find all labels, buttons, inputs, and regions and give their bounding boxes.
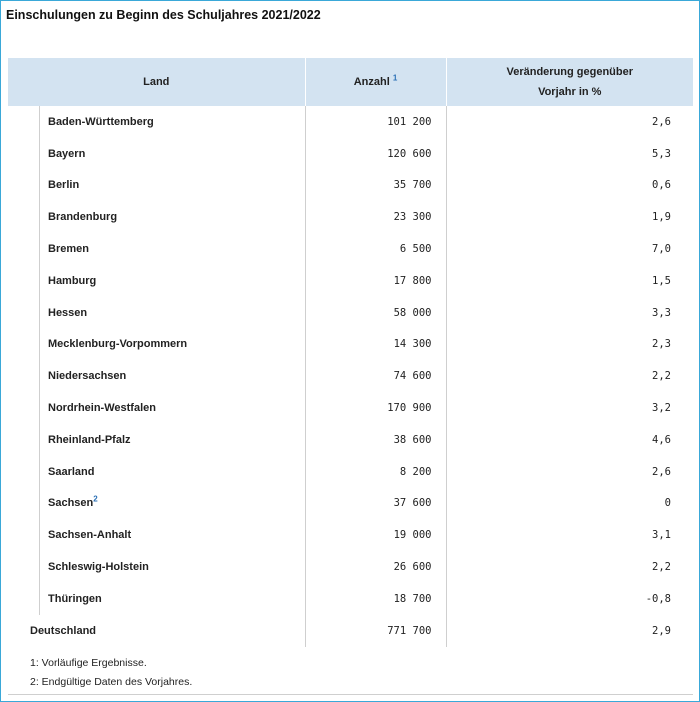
cell-land: [8, 360, 305, 392]
cell-land: [8, 138, 305, 170]
cell-veraenderung: 2,2: [652, 561, 671, 574]
column-header-anzahl: [305, 58, 446, 106]
cell-land: [8, 424, 305, 456]
cell-land: [8, 106, 305, 138]
cell-anzahl: 6 500: [305, 233, 446, 265]
cell-veraenderung: 3,1: [652, 529, 671, 542]
cell-land: [8, 551, 305, 583]
cell-land: [8, 329, 305, 361]
land-name: Baden-Württemberg: [48, 115, 154, 128]
land-name: Sachsen: [48, 497, 94, 510]
cell-veraenderung: 0: [664, 497, 671, 510]
column-header-veraenderung-line1: Veränderung gegenüber: [506, 66, 634, 78]
page-title: Einschulungen zu Beginn des Schuljahres 2021/2022: [6, 8, 321, 22]
table-row: [8, 265, 693, 297]
cell-anzahl: 23 300: [305, 201, 446, 233]
column-header-land-label: Land: [143, 76, 170, 88]
cell-land: [8, 170, 305, 202]
land-name: Niedersachsen: [48, 370, 127, 383]
table-header-row: [8, 58, 693, 106]
cell-land: [8, 456, 305, 488]
cell-land-total: Deutschland: [30, 624, 97, 637]
land-name: Nordrhein-Westfalen: [48, 402, 156, 415]
cell-anzahl: 37 600: [305, 488, 446, 520]
table-row: [8, 106, 693, 138]
table-row: [8, 138, 693, 170]
column-header-veraenderung-line2: Vorjahr in %: [538, 86, 602, 98]
cell-veraenderung: 1,9: [652, 211, 671, 224]
footnote-2: 2: Endgültige Daten des Vorjahres.: [30, 676, 193, 688]
cell-land: [8, 392, 305, 424]
cell-anzahl: 35 700: [305, 170, 446, 202]
cell-veraenderung: 2,3: [652, 338, 671, 351]
land-name: Thüringen: [48, 592, 102, 605]
cell-anzahl: 170 900: [305, 392, 446, 424]
table-row: [8, 392, 693, 424]
table-row: [8, 201, 693, 233]
cell-veraenderung: 2,6: [652, 115, 671, 128]
cell-land: [8, 233, 305, 265]
cell-veraenderung: 7,0: [652, 243, 671, 256]
cell-land: [8, 488, 305, 520]
land-name: Rheinland-Pfalz: [48, 433, 131, 446]
cell-land: [8, 201, 305, 233]
bottom-divider: [8, 694, 693, 695]
cell-veraenderung: 3,3: [652, 306, 671, 319]
land-name: Hamburg: [48, 274, 97, 287]
cell-anzahl: 26 600: [305, 551, 446, 583]
table-row: [8, 488, 693, 520]
table-row: [8, 519, 693, 551]
land-name: Sachsen-Anhalt: [48, 529, 132, 542]
table-row-total: [8, 615, 693, 647]
cell-veraenderung-total: 2,9: [652, 624, 671, 637]
table-row: [8, 424, 693, 456]
table-row: [8, 583, 693, 615]
table-row: [8, 297, 693, 329]
cell-land: [8, 583, 305, 615]
land-name: Hessen: [48, 306, 88, 319]
cell-veraenderung: 5,3: [652, 147, 671, 160]
land-name: Mecklenburg-Vorpommern: [48, 338, 188, 351]
column-header-veraenderung: [446, 58, 693, 106]
cell-anzahl: 120 600: [305, 138, 446, 170]
column-header-land: [8, 58, 305, 106]
table-row: [8, 551, 693, 583]
einschulungen-table: [8, 58, 693, 647]
cell-anzahl: 38 600: [305, 424, 446, 456]
cell-veraenderung: 2,6: [652, 465, 671, 478]
cell-veraenderung: 0,6: [652, 179, 671, 192]
cell-anzahl: 58 000: [305, 297, 446, 329]
cell-veraenderung: 4,6: [652, 433, 671, 446]
cell-veraenderung: -0,8: [645, 592, 671, 605]
cell-anzahl: 8 200: [305, 456, 446, 488]
land-name: Berlin: [48, 179, 80, 192]
cell-anzahl: 18 700: [305, 583, 446, 615]
land-name: Brandenburg: [48, 211, 118, 224]
cell-anzahl: 17 800: [305, 265, 446, 297]
table-row: [8, 233, 693, 265]
land-name: Schleswig-Holstein: [48, 561, 149, 574]
land-name: Bayern: [48, 147, 86, 160]
cell-veraenderung: 3,2: [652, 402, 671, 415]
table-row: [8, 170, 693, 202]
land-name: Bremen: [48, 243, 89, 256]
land-name: Saarland: [48, 465, 95, 478]
cell-veraenderung: 2,2: [652, 370, 671, 383]
table-row: [8, 456, 693, 488]
cell-anzahl: 14 300: [305, 329, 446, 361]
footnotes: [30, 656, 192, 694]
footnote-1: 1: Vorläufige Ergebnisse.: [30, 657, 147, 669]
column-header-anzahl-label: Anzahl: [353, 76, 390, 88]
cell-veraenderung: 1,5: [652, 274, 671, 287]
table-row: [8, 329, 693, 361]
footnote-link-1[interactable]: 1: [392, 73, 398, 83]
footnote-link-2[interactable]: 2: [93, 494, 98, 504]
cell-land: [8, 265, 305, 297]
cell-anzahl: 74 600: [305, 360, 446, 392]
cell-anzahl-total: 771 700: [305, 615, 446, 647]
table-row: [8, 360, 693, 392]
cell-anzahl: 19 000: [305, 519, 446, 551]
cell-land: [8, 519, 305, 551]
cell-land: [8, 297, 305, 329]
cell-anzahl: 101 200: [305, 106, 446, 138]
